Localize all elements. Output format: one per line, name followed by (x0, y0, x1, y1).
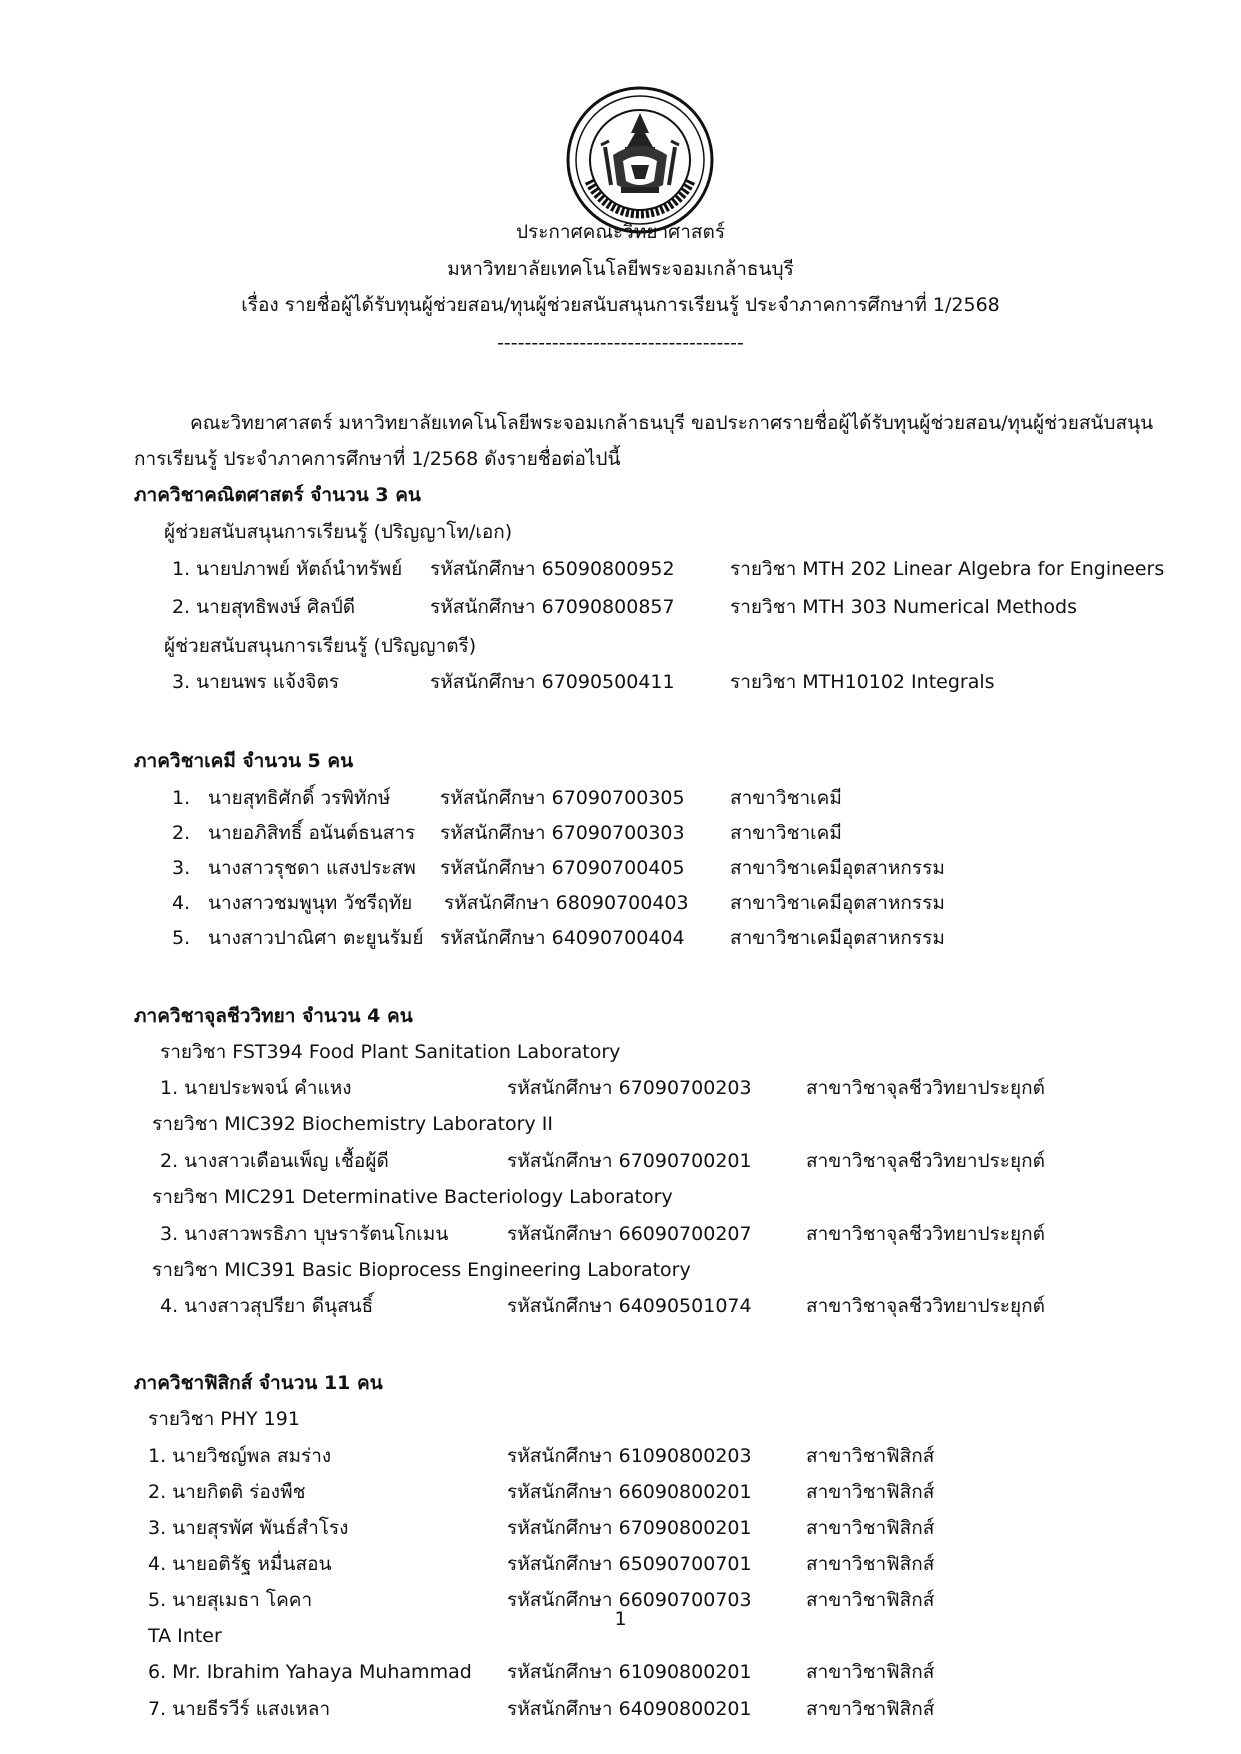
student-id: รหัสนักศึกษา 64090501074 (507, 1295, 752, 1317)
student-name: 7. นายธีรวีร์ แสงเหลา (148, 1698, 331, 1720)
student-id: รหัสนักศึกษา 66090700207 (507, 1223, 752, 1245)
branch-name: สาขาวิชาเคมีอุตสาหกรรม (730, 892, 945, 914)
course-name: รายวิชา MTH 202 Linear Algebra for Engineers (730, 558, 1165, 580)
row-number: 4. (172, 892, 191, 914)
student-id: รหัสนักศึกษา 64090800201 (507, 1698, 752, 1720)
student-name: นายอภิสิทธิ์ อนันต์ธนสาร (208, 822, 416, 844)
student-id: รหัสนักศึกษา 66090700703 (507, 1589, 752, 1611)
branch-name: สาขาวิชาจุลชีววิทยาประยุกต์ (806, 1295, 1045, 1317)
branch-name: สาขาวิชาฟิสิกส์ (806, 1589, 935, 1611)
row-number: 3. (172, 857, 191, 879)
micro-heading: ภาควิชาจุลชีววิทยา จำนวน 4 คน (134, 1005, 413, 1027)
student-id: รหัสนักศึกษา 67090500411 (430, 671, 675, 693)
course-name: รายวิชา MTH 303 Numerical Methods (730, 596, 1078, 618)
student-name: 3. นางสาวพรธิภา บุษรารัตนโกเมน (160, 1223, 449, 1245)
intro-line-1: คณะวิทยาศาสตร์ มหาวิทยาลัยเทคโนโลยีพระจอมเกล้าธนบุรี ขอประกาศรายชื่อผู้ได้รับทุนผู้ช่วยสอน/ทุนผู้ช่วยสนับสนุน (190, 412, 1154, 434)
student-id: รหัสนักศึกษา 64090700404 (440, 927, 685, 949)
student-name: 2. นายสุทธิพงษ์ ศิลป์ดี (172, 596, 356, 618)
branch-name: สาขาวิชาฟิสิกส์ (806, 1553, 935, 1575)
student-name: 1. นายวิชญ์พล สมร่าง (148, 1445, 332, 1467)
branch-name: สาขาวิชาเคมี (730, 787, 842, 809)
student-name: 1. นายประพจน์ คำแหง (160, 1077, 352, 1099)
course-label: รายวิชา MIC391 Basic Bioprocess Engineering Laboratory (152, 1259, 691, 1281)
ta-inter-label: TA Inter (148, 1625, 222, 1647)
student-id: รหัสนักศึกษา 67090700303 (440, 822, 685, 844)
student-name: 6. Mr. Ibrahim Yahaya Muhammad (148, 1661, 472, 1683)
student-id: รหัสนักศึกษา 61090800201 (507, 1661, 752, 1683)
student-name: 2. นายกิตติ ร่องพืช (148, 1481, 306, 1503)
branch-name: สาขาวิชาจุลชีววิทยาประยุกต์ (806, 1223, 1045, 1245)
branch-name: สาขาวิชาฟิสิกส์ (806, 1445, 935, 1467)
student-id: รหัสนักศึกษา 67090800857 (430, 596, 675, 618)
student-name: นางสาวปาณิศา ตะยูนรัมย์ (208, 927, 424, 949)
course-label: รายวิชา MIC291 Determinative Bacteriology Laboratory (152, 1186, 673, 1208)
branch-name: สาขาวิชาฟิสิกส์ (806, 1517, 935, 1539)
student-id: รหัสนักศึกษา 66090800201 (507, 1481, 752, 1503)
course-label: รายวิชา FST394 Food Plant Sanitation Laboratory (160, 1041, 621, 1063)
student-id: รหัสนักศึกษา 61090800203 (507, 1445, 752, 1467)
branch-name: สาขาวิชาจุลชีววิทยาประยุกต์ (806, 1150, 1045, 1172)
university-seal-icon (565, 85, 715, 235)
course-label: รายวิชา MIC392 Biochemistry Laboratory II (152, 1113, 553, 1135)
university-name: มหาวิทยาลัยเทคโนโลยีพระจอมเกล้าธนบุรี (447, 258, 794, 280)
student-name: 2. นางสาวเดือนเพ็ญ เชื้อผู้ดี (160, 1150, 389, 1172)
student-name: นายสุทธิศักดิ์ วรพิทักษ์ (208, 787, 391, 809)
course-name: รายวิชา MTH10102 Integrals (730, 671, 995, 693)
header-divider: ------------------------------------ (497, 332, 744, 354)
branch-name: สาขาวิชาฟิสิกส์ (806, 1661, 935, 1683)
phys-heading: ภาควิชาฟิสิกส์ จำนวน 11 คน (134, 1372, 383, 1394)
announcement-title: ประกาศคณะวิทยาศาสตร์ (515, 221, 726, 243)
math-subheading-grad: ผู้ช่วยสนับสนุนการเรียนรู้ (ปริญญาโท/เอก) (164, 521, 513, 543)
student-name: 3. นายสุรพัศ พันธ์สำโรง (148, 1517, 349, 1539)
student-id: รหัสนักศึกษา 67090700305 (440, 787, 685, 809)
row-number: 2. (172, 822, 191, 844)
branch-name: สาขาวิชาเคมีอุตสาหกรรม (730, 927, 945, 949)
student-name: 4. นางสาวสุปรียา ดีนุสนธิ์ (160, 1295, 374, 1317)
student-id: รหัสนักศึกษา 67090700203 (507, 1077, 752, 1099)
student-name: 4. นายอติรัฐ หมื่นสอน (148, 1553, 332, 1575)
student-id: รหัสนักศึกษา 65090700701 (507, 1553, 752, 1575)
branch-name: สาขาวิชาฟิสิกส์ (806, 1481, 935, 1503)
math-heading: ภาควิชาคณิตศาสตร์ จำนวน 3 คน (134, 484, 421, 506)
student-id: รหัสนักศึกษา 67090700405 (440, 857, 685, 879)
course-label: รายวิชา PHY 191 (148, 1408, 300, 1430)
chem-heading: ภาควิชาเคมี จำนวน 5 คน (134, 750, 354, 772)
student-name: 1. นายปภาพย์ หัตถ์นำทรัพย์ (172, 558, 403, 580)
branch-name: สาขาวิชาจุลชีววิทยาประยุกต์ (806, 1077, 1045, 1099)
student-name: 5. นายสุเมธา โคคา (148, 1589, 313, 1611)
row-number: 1. (172, 787, 191, 809)
branch-name: สาขาวิชาเคมีอุตสาหกรรม (730, 857, 945, 879)
page-number: 1 (614, 1608, 627, 1630)
student-name: นางสาวชมพูนุท วัชรีฤทัย (208, 892, 413, 914)
row-number: 5. (172, 927, 191, 949)
student-id: รหัสนักศึกษา 67090800201 (507, 1517, 752, 1539)
student-name: 3. นายนพร แจ้งจิตร (172, 671, 340, 693)
announcement-subject: เรื่อง รายชื่อผู้ได้รับทุนผู้ช่วยสอน/ทุนผู้ช่วยสนับสนุนการเรียนรู้ ประจำภาคการศึกษาที่ 1/2568 (241, 294, 1000, 316)
student-id: รหัสนักศึกษา 67090700201 (507, 1150, 752, 1172)
branch-name: สาขาวิชาเคมี (730, 822, 842, 844)
student-name: นางสาวรุชดา แสงประสพ (208, 857, 416, 879)
student-id: รหัสนักศึกษา 65090800952 (430, 558, 675, 580)
student-id: รหัสนักศึกษา 68090700403 (444, 892, 689, 914)
intro-line-2: การเรียนรู้ ประจำภาคการศึกษาที่ 1/2568 ดังรายชื่อต่อไปนี้ (134, 448, 621, 470)
branch-name: สาขาวิชาฟิสิกส์ (806, 1698, 935, 1720)
math-subheading-undergrad: ผู้ช่วยสนับสนุนการเรียนรู้ (ปริญญาตรี) (164, 635, 477, 657)
